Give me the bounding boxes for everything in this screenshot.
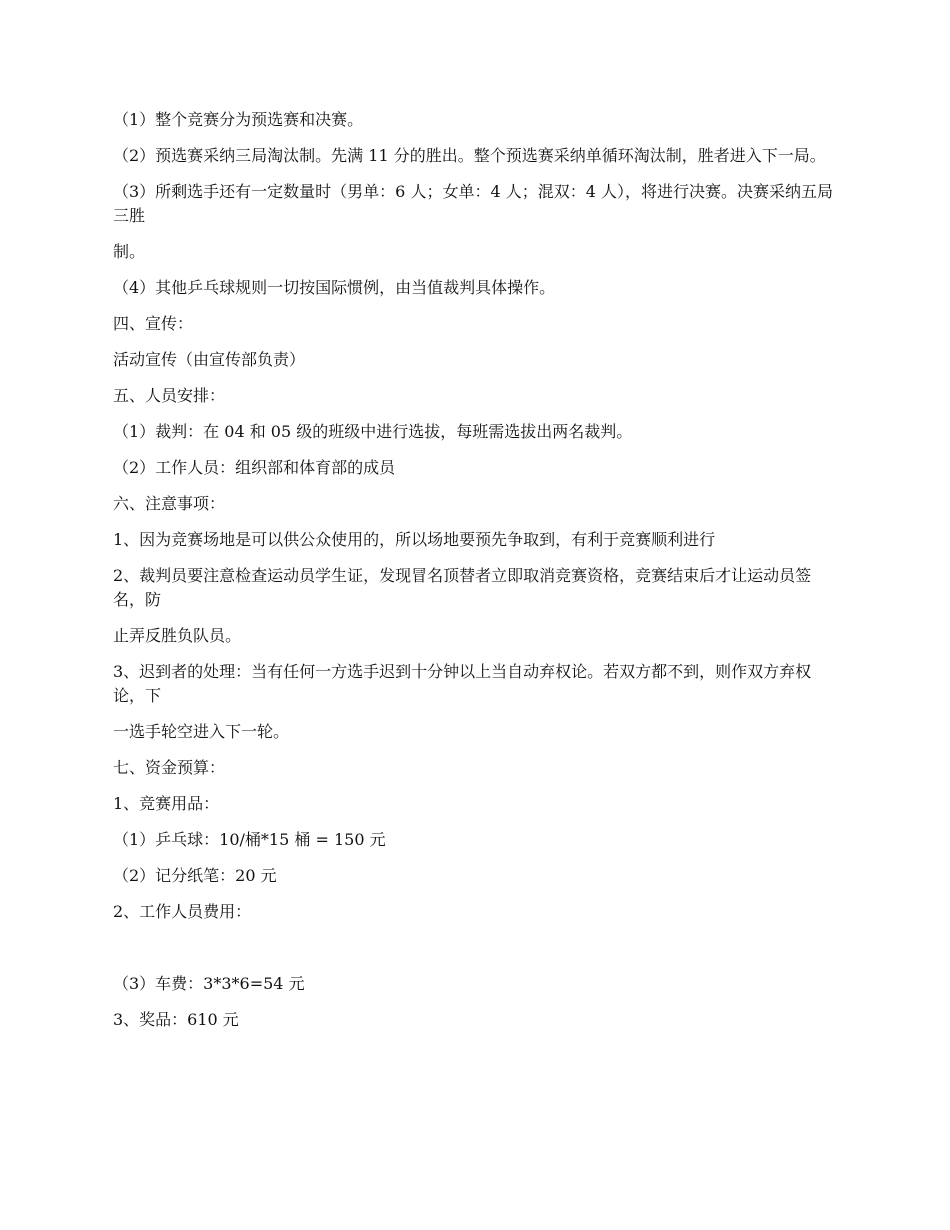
publicity-text: 活动宣传（由宣传部负责）	[113, 350, 306, 369]
budget-item-1-1: （1）乒乓球：10/桶*15 桶 = 150 元	[113, 830, 386, 849]
note-3-continued: 一选手轮空进入下一轮。	[113, 722, 290, 741]
note-1: 1、因为竞赛场地是可以供公众使用的，所以场地要预先争取到，有利于竞赛顺利进行	[113, 530, 716, 549]
section-heading-notes: 六、注意事项：	[113, 494, 226, 513]
rule-3-continued: 制。	[113, 242, 146, 261]
rule-3: （3）所剩选手还有一定数量时（男单：6 人；女单：4 人；混双：4 人），将进行决赛。决赛采纳五局三胜	[113, 182, 833, 225]
section-heading-budget: 七、资金预算：	[113, 758, 226, 777]
document-body	[113, 108, 833, 1044]
section-heading-staffing: 五、人员安排：	[113, 386, 226, 405]
note-2: 2、裁判员要注意检查运动员学生证，发现冒名顶替者立即取消竞赛资格，竞赛结束后才让运动员签名，防	[113, 566, 812, 609]
budget-item-1: 1、竞赛用品：	[113, 794, 220, 813]
rule-4: （4）其他乒乓球规则一切按国际惯例，由当值裁判具体操作。	[113, 278, 556, 297]
rule-2: （2）预选赛采纳三局淘汰制。先满 11 分的胜出。整个预选赛采纳单循环淘汰制，胜者进入下一局。	[113, 146, 826, 165]
budget-item-2-3: （3）车费：3*3*6=54 元	[113, 974, 305, 993]
budget-item-2: 2、工作人员费用：	[113, 902, 252, 921]
rule-1: （1）整个竞赛分为预选赛和决赛。	[113, 110, 364, 129]
note-2-continued: 止弄反胜负队员。	[113, 626, 242, 645]
budget-item-3: 3、奖品：610 元	[113, 1010, 239, 1029]
blank-gap	[113, 936, 833, 972]
note-3: 3、迟到者的处理：当有任何一方选手迟到十分钟以上当自动弃权论。若双方都不到，则作双方弃权论，下	[113, 662, 812, 705]
staffing-workers: （2）工作人员：组织部和体育部的成员	[113, 458, 396, 477]
section-heading-publicity: 四、宣传：	[113, 314, 194, 333]
budget-item-1-2: （2）记分纸笔：20 元	[113, 866, 277, 885]
staffing-referees: （1）裁判：在 04 和 05 级的班级中进行选拔，每班需选拔出两名裁判。	[113, 422, 633, 441]
